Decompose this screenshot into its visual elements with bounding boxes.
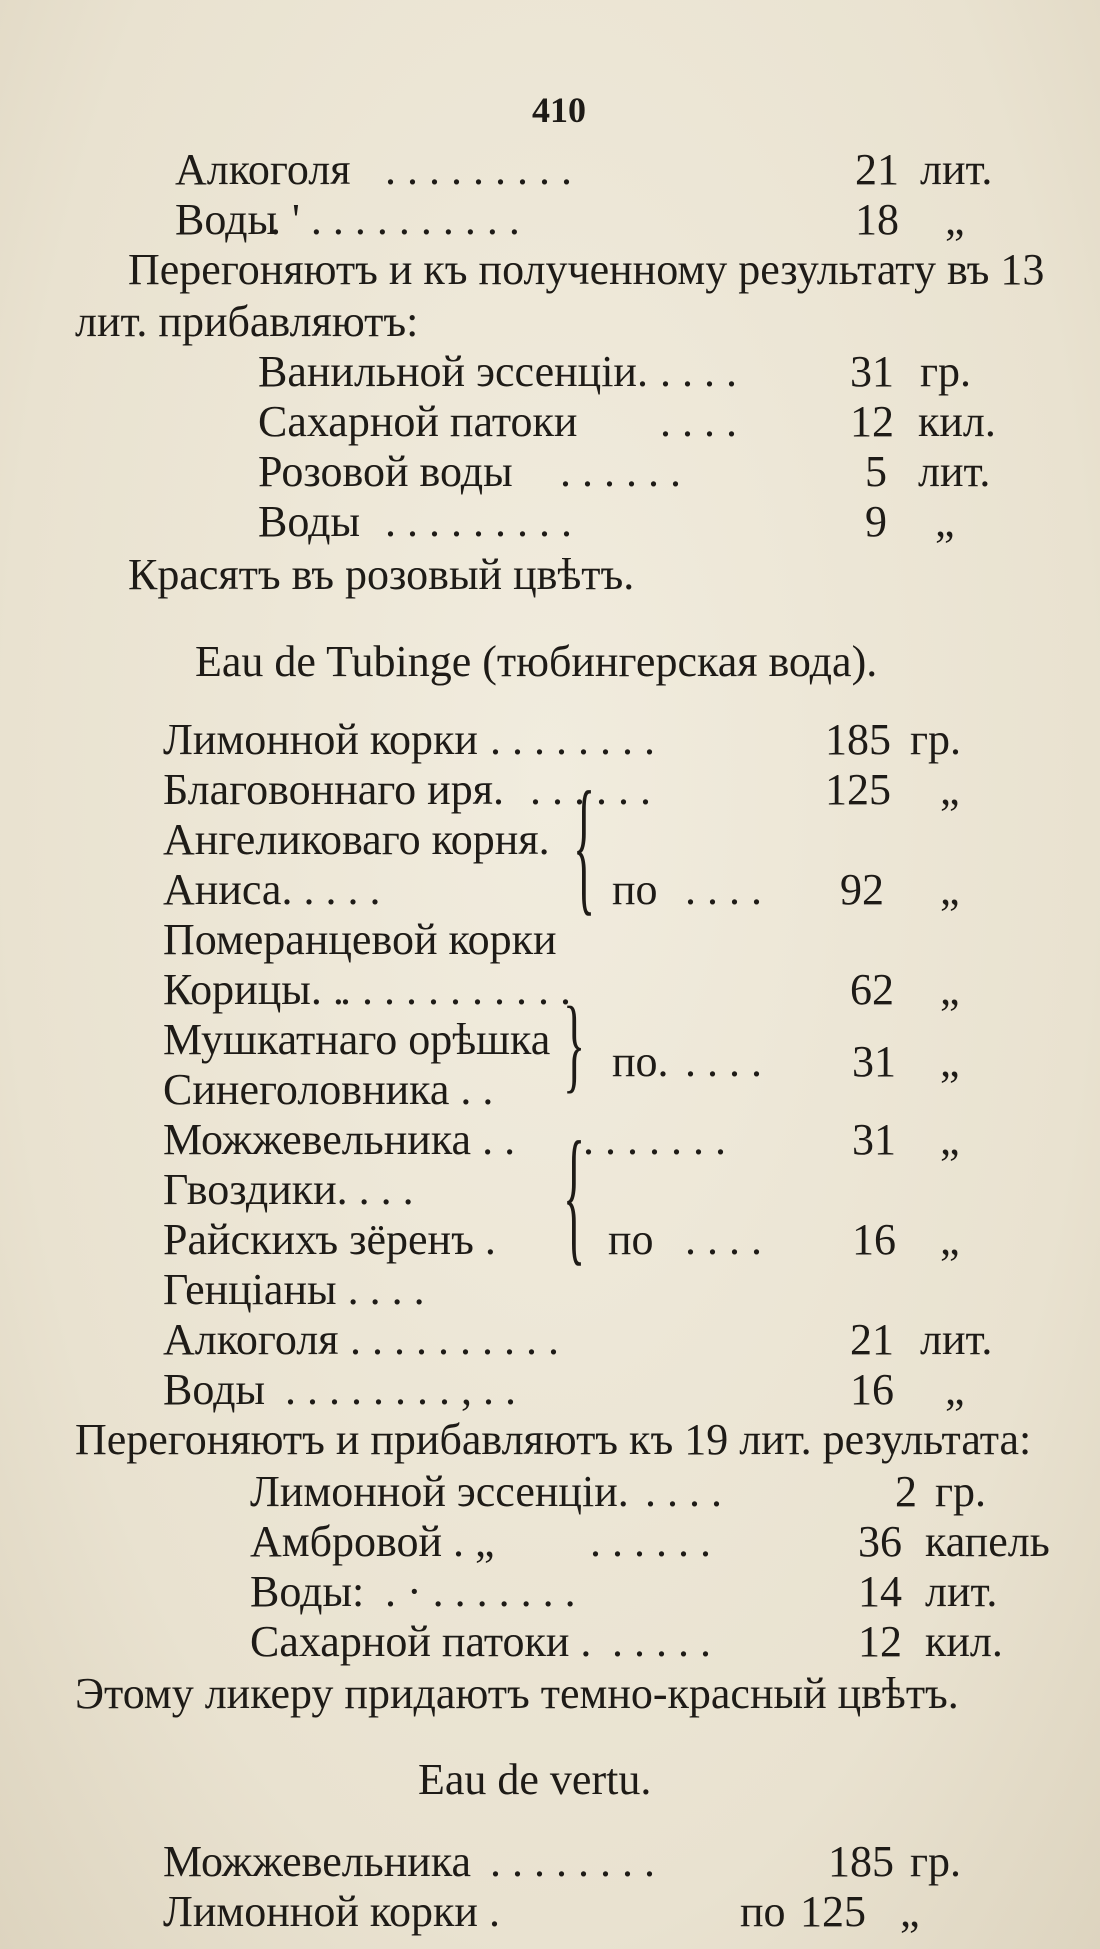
- ingredient-name: Благовоннаго иря.: [163, 765, 504, 814]
- ingredient-name: Лимонной эссенціи.: [250, 1467, 629, 1516]
- quantity: 21: [855, 145, 899, 194]
- leader-dots: . . . .: [660, 397, 737, 446]
- quantity: 92: [840, 865, 884, 914]
- ingredient-name: Сахарной патоки .: [250, 1617, 592, 1666]
- po-label: по: [608, 1215, 654, 1264]
- ingredient-name: Алкоголя: [175, 145, 351, 194]
- ingredient-name: Можжевельника . .: [163, 1115, 516, 1164]
- quantity: 185: [828, 1837, 894, 1886]
- leader-dots: . . . . . . .: [583, 1115, 726, 1164]
- ingredient-name: Корицы. .: [163, 965, 344, 1014]
- unit: кил.: [918, 397, 996, 446]
- paragraph-line: Красятъ въ розовый цвѣтъ.: [128, 550, 635, 599]
- leader-dots: . · . . . . . . .: [385, 1567, 576, 1616]
- unit: „: [940, 1215, 960, 1264]
- curly-brace: {: [563, 1110, 586, 1279]
- ingredient-name: Ванильной эссенціи.: [258, 347, 648, 396]
- leader-dots: . ' . . . . . . . . . .: [270, 195, 520, 244]
- quantity: 31: [852, 1115, 896, 1164]
- ingredient-name: Алкоголя: [163, 1315, 339, 1364]
- quantity: 62: [850, 965, 894, 1014]
- unit: лит.: [925, 1567, 998, 1616]
- quantity: 12: [850, 397, 894, 446]
- unit: „: [940, 1037, 960, 1086]
- ingredient-name: Ангеликоваго корня.: [163, 815, 550, 864]
- ingredient-name: Амбровой . „: [250, 1517, 495, 1566]
- page-number: 410: [532, 90, 586, 130]
- leader-dots: . . . . . . . . . .: [350, 1315, 559, 1364]
- unit: лит.: [918, 447, 991, 496]
- ingredient-name: Мушкатнаго орѣшка: [163, 1015, 551, 1064]
- leader-dots: . . . . . . . . .: [385, 145, 572, 194]
- quantity: 14: [858, 1567, 902, 1616]
- paragraph-line: Перегоняютъ и къ полученному результату въ 13: [128, 245, 1045, 294]
- unit: гр.: [920, 347, 972, 396]
- unit: кил.: [925, 1617, 1003, 1666]
- section-heading: Eau de vertu.: [418, 1755, 652, 1804]
- leader-dots: . . . . . . . . , . .: [285, 1365, 516, 1414]
- paragraph-line: Перегоняютъ и прибавляютъ къ 19 лит. результата:: [75, 1415, 1032, 1464]
- quantity: 16: [850, 1365, 894, 1414]
- ingredient-name: Лимонной корки .: [163, 1887, 500, 1936]
- ingredient-name: Воды: [175, 195, 278, 244]
- leader-dots: . . . . . .: [560, 447, 681, 496]
- ingredient-name: Померанцевой корки: [163, 915, 557, 964]
- unit: „: [940, 765, 960, 814]
- unit: гр.: [910, 1837, 962, 1886]
- quantity: 125: [800, 1887, 866, 1936]
- leader-dots: . . . .: [645, 1467, 722, 1516]
- quantity: 2: [895, 1467, 917, 1516]
- quantity: 21: [850, 1315, 894, 1364]
- leader-dots: . . . . . .: [590, 1517, 711, 1566]
- curly-brace: {: [573, 760, 596, 929]
- paragraph-line: лит. прибавляютъ:: [75, 297, 419, 346]
- unit: „: [935, 497, 955, 546]
- ingredient-name: Синеголовника . .: [163, 1065, 494, 1114]
- leader-dots: . . . . . . . . . . .: [340, 965, 571, 1014]
- unit: „: [940, 965, 960, 1014]
- section-heading: Eau de Tubinge (тюбингерская вода).: [195, 637, 878, 686]
- unit: капель: [925, 1517, 1050, 1566]
- ingredient-name: Генціаны . . . .: [163, 1265, 425, 1314]
- leader-dots: . . . . . . . .: [490, 1837, 655, 1886]
- quantity: 12: [858, 1617, 902, 1666]
- leader-dots: . . . . . .: [530, 765, 651, 814]
- unit: „: [900, 1887, 920, 1936]
- ingredient-name: Аниса. . . . .: [163, 865, 381, 914]
- leader-dots: . . . .: [660, 347, 737, 396]
- leader-dots: . . . .: [685, 1037, 762, 1086]
- unit: „: [945, 195, 965, 244]
- quantity: 5: [865, 447, 887, 496]
- po-label: по: [612, 865, 658, 914]
- leader-dots: . . . . . . . . .: [385, 497, 572, 546]
- ingredient-name: Райскихъ зёренъ .: [163, 1215, 496, 1264]
- quantity: 16: [852, 1215, 896, 1264]
- unit: лит.: [920, 1315, 993, 1364]
- po-label: по.: [612, 1037, 669, 1086]
- ingredient-name: Розовой воды: [258, 447, 513, 496]
- unit: „: [940, 1115, 960, 1164]
- ingredient-name: Сахарной патоки: [258, 397, 578, 446]
- ingredient-name: Лимонной корки: [163, 715, 478, 764]
- ingredient-name: Воды:: [250, 1567, 365, 1616]
- quantity: 9: [865, 497, 887, 546]
- ingredient-name: Воды: [163, 1365, 266, 1414]
- po-label: по: [740, 1887, 786, 1936]
- unit: „: [940, 865, 960, 914]
- quantity: 125: [825, 765, 891, 814]
- quantity: 36: [858, 1517, 902, 1566]
- leader-dots: . . . .: [685, 865, 762, 914]
- quantity: 18: [855, 195, 899, 244]
- unit: лит.: [920, 145, 993, 194]
- leader-dots: . . . . .: [612, 1617, 711, 1666]
- unit: гр.: [935, 1467, 987, 1516]
- quantity: 185: [825, 715, 891, 764]
- unit: „: [945, 1365, 965, 1414]
- paragraph-line: Этому ликеру придаютъ темно-красный цвѣтъ.: [75, 1669, 959, 1718]
- leader-dots: . . . .: [685, 1215, 762, 1264]
- ingredient-name: Гвоздики. . . .: [163, 1165, 414, 1214]
- leader-dots: . . . . . . . .: [490, 715, 655, 764]
- ingredient-name: Воды: [258, 497, 361, 546]
- ingredient-name: Можжевельника: [163, 1837, 472, 1886]
- unit: гр.: [910, 715, 962, 764]
- quantity: 31: [850, 347, 894, 396]
- quantity: 31: [852, 1037, 896, 1086]
- curly-brace: {: [563, 985, 586, 1103]
